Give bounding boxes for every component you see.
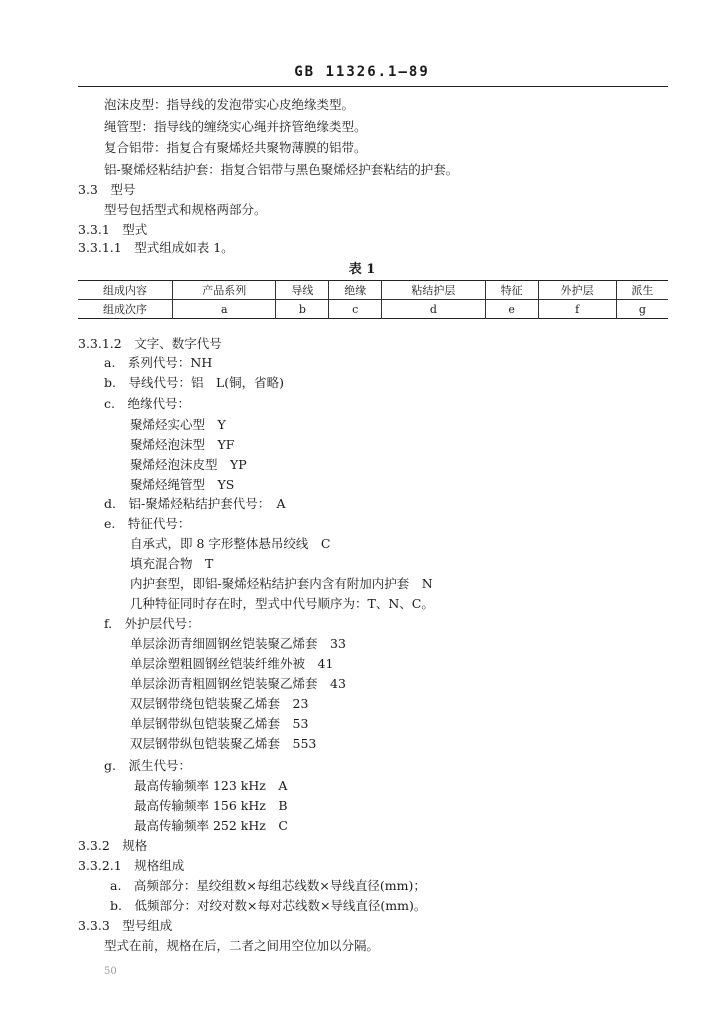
text-line: 型式在前，规格在后，二者之间用空位加以分隔。 [104, 938, 380, 953]
text-line: 复合铝带：指复合有聚烯烃共聚物薄膜的铝带。 [104, 140, 367, 155]
list-item: e. 特征代号： [104, 516, 191, 531]
text-line: 几种特征同时存在时，型式中代号顺序为：T、N、C。 [130, 596, 434, 611]
section-heading: 3.3.2.1 规格组成 [78, 858, 185, 873]
text-line: 最高传输频率 123 kHz A [134, 778, 288, 793]
text-line: 单层涂沥青细圆钢丝铠装聚乙烯套 33 [130, 636, 346, 651]
table-row [78, 300, 668, 319]
text-line: 泡沫皮型：指导线的发泡带实心皮绝缘类型。 [104, 97, 355, 112]
text-line: 单层钢带纵包铠装聚乙烯套 53 [130, 716, 309, 731]
table-cell: a [173, 300, 276, 319]
text-line: 内护套型，即铝-聚烯烃粘结护套内含有附加内护套 N [130, 576, 433, 591]
text-line: 最高传输频率 252 kHz C [134, 818, 288, 833]
section-heading: 3.3.1 型式 [78, 222, 148, 237]
text-line: 双层钢带纵包铠装聚乙烯套 553 [130, 736, 317, 751]
table-cell: 绝缘 [329, 281, 382, 300]
table-cell: 外护层 [538, 281, 616, 300]
text-line: 绳管型：指导线的缠绕实心绳并挤管绝缘类型。 [104, 119, 367, 134]
table-cell: 产品系列 [173, 281, 276, 300]
table-cell: c [329, 300, 382, 319]
table-row [78, 281, 668, 300]
section-heading: 3.3 型号 [78, 182, 136, 197]
list-item: b. 低频部分：对绞对数×每对芯线数×导线直径(mm)。 [110, 898, 427, 913]
text-line: 聚烯烃泡沫皮型 YP [130, 457, 247, 472]
table-cell: g [616, 300, 668, 319]
table-cell: e [485, 300, 538, 319]
section-heading: 3.3.1.1 型式组成如表 1。 [78, 240, 234, 255]
list-item: a. 高频部分：星绞组数×每组芯线数×导线直径(mm)； [110, 878, 426, 893]
table-cell: 组成次序 [103, 303, 147, 316]
list-item: a. 系列代号：NH [104, 355, 213, 370]
composition-table [78, 280, 668, 319]
section-heading: 3.3.1.2 文字、数字代号 [78, 336, 222, 351]
header-rule [78, 86, 668, 87]
table-cell: 粘结护层 [382, 281, 485, 300]
text-line: 聚烯烃泡沫型 YF [130, 437, 235, 452]
text-line: 聚烯烃绳管型 YS [130, 477, 235, 492]
table-cell: 导线 [276, 281, 329, 300]
table-cell: b [276, 300, 329, 319]
text-line: 型号包括型式和规格两部分。 [104, 202, 267, 217]
text-line: 聚烯烃实心型 Y [130, 417, 226, 432]
list-item: d. 铝-聚烯烃粘结护套代号： A [104, 496, 286, 511]
text-line: 填充混合物 T [130, 556, 214, 571]
section-heading: 3.3.2 规格 [78, 838, 148, 853]
list-item: f. 外护层代号： [104, 616, 200, 631]
list-item: g. 派生代号： [104, 758, 191, 773]
table-cell: 派生 [616, 281, 668, 300]
text-line: 铝-聚烯烃粘结护套：指复合铝带与黑色聚烯烃护套粘结的护套。 [104, 162, 459, 177]
table-cell: d [382, 300, 485, 319]
table-cell: 组成内容 [78, 281, 173, 300]
section-heading: 3.3.3 型号组成 [78, 918, 173, 933]
table-cell: 特征 [485, 281, 538, 300]
list-item: c. 绝缘代号： [104, 396, 190, 411]
text-line: 自承式，即 8 字形整体悬吊绞线 C [130, 536, 331, 551]
text-line: 单层涂塑粗圆钢丝铠装纤维外被 41 [130, 656, 334, 671]
page-number: 50 [104, 966, 117, 977]
list-item: b. 导线代号：铝 L(铜，省略) [104, 375, 285, 390]
text-line: 双层钢带绕包铠装聚乙烯套 23 [130, 696, 309, 711]
document-header: GB 11326.1—89 [294, 64, 430, 80]
text-line: 最高传输频率 156 kHz B [134, 798, 288, 813]
table-cell: f [538, 300, 616, 319]
table-caption: 表 1 [348, 262, 376, 277]
text-line: 单层涂沥青粗圆钢丝铠装聚乙烯套 43 [130, 676, 346, 691]
